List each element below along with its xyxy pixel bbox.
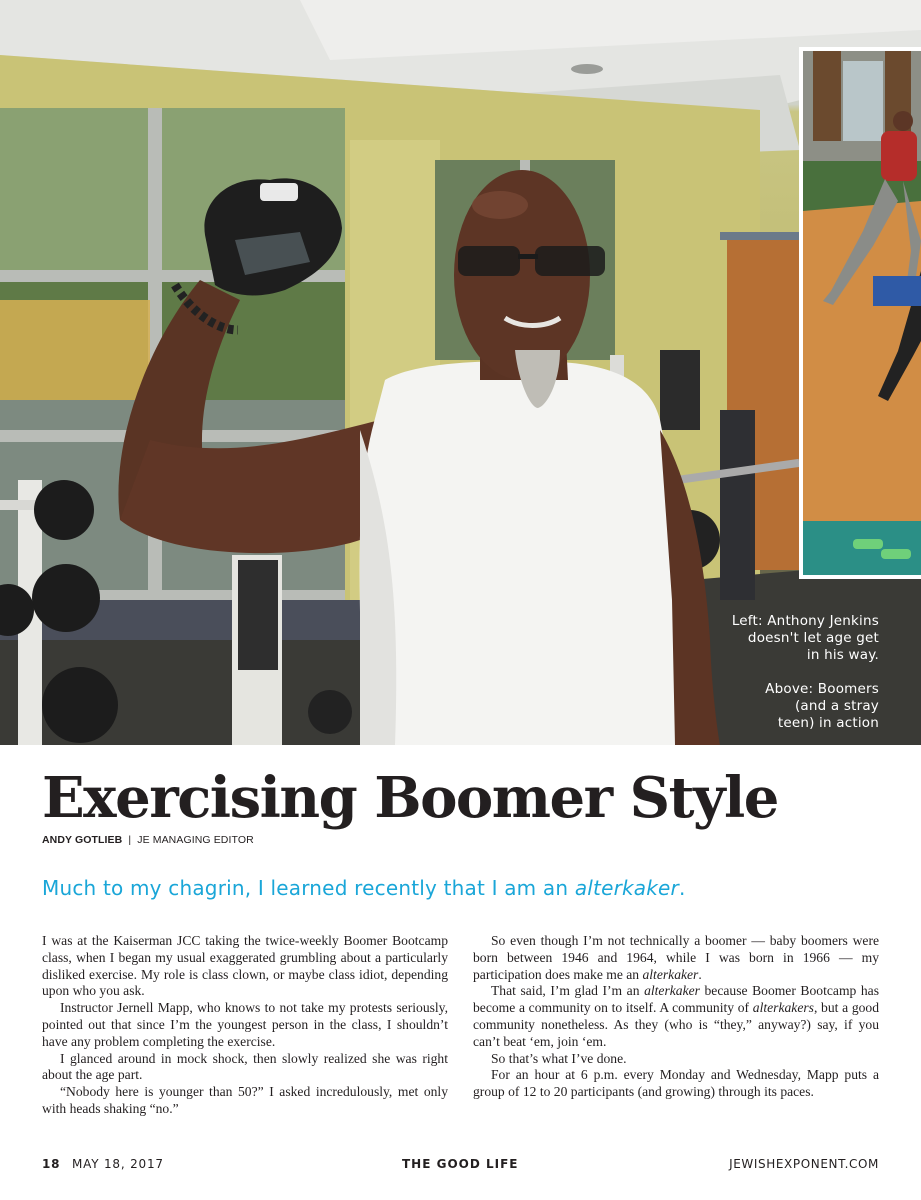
paragraph: Instructor Jernell Mapp, who knows to not take my protests seriously, pointed out that since I’m the youngest person in the class, I shouldn’t have any problem completing the exercise. — [42, 1000, 448, 1049]
article-column-left — [42, 933, 448, 1118]
text-run: That said, I’m glad I’m an — [491, 983, 645, 999]
text-run-italic: alterkaker — [644, 983, 700, 999]
byline — [42, 834, 254, 846]
paragraph — [473, 983, 879, 1050]
photo-caption-left: Left: Anthony Jenkins doesn't let age get in his way. — [731, 613, 879, 663]
page-number: 18 — [42, 1157, 61, 1171]
text-run: , but a good community nonetheless. As they (who is “they,” anyway?) say, if you can’t beat ‘em, join ‘em. — [473, 1000, 880, 1049]
deck-end: . — [678, 876, 686, 900]
paragraph: I was at the Kaiserman JCC taking the twice-weekly Boomer Bootcamp class, when I began my usual exaggerated grumbling about a particularly disliked exercise. My role is class clown, or maybe class idiot, depending upon who you ask. — [42, 933, 448, 999]
paragraph: So that’s what I’ve done. — [491, 1050, 627, 1066]
section-name: THE GOOD LIFE — [402, 1157, 519, 1171]
paragraph: For an hour at 6 p.m. every Monday and Wednesday, Mapp puts a group of 12 to 20 participants (and growing) through its paces. — [473, 1067, 879, 1100]
byline-separator: | — [128, 834, 132, 846]
photo-caption-above: Above: Boomers (and a stray teen) in action — [765, 681, 879, 731]
byline-author: ANDY GOTLIEB — [42, 834, 123, 846]
byline-title: JE MANAGING EDITOR — [137, 834, 254, 846]
text-run-italic: alterkaker — [642, 966, 699, 982]
article-deck — [42, 874, 892, 902]
paragraph — [473, 933, 879, 983]
boomers-class-illustration — [803, 51, 921, 575]
paragraph: “Nobody here is younger than 50?” I asked incredulously, met only with heads shaking “no.” — [42, 1084, 448, 1116]
deck-text: Much to my chagrin, I learned recently that I am an — [42, 876, 575, 900]
deck-italic: alterkaker — [574, 876, 679, 900]
article-headline: Exercising Boomer Style — [42, 765, 778, 831]
inset-photo — [799, 47, 921, 579]
website-link[interactable]: JEWISHEXPONENT.COM — [729, 1157, 879, 1171]
article-column-right — [473, 933, 879, 1101]
issue-date: MAY 18, 2017 — [72, 1157, 164, 1171]
text-run: . — [698, 966, 702, 982]
text-run-italic: alterkakers — [752, 1000, 814, 1016]
text-run: So even though I’m not technically a boomer — baby boomers were born between 1946 and 1964, while I was born in 1966 — my participation does make me an — [473, 933, 879, 982]
text-run: because Boomer Bootcamp has become a community on to itself. A community of — [473, 983, 879, 1016]
paragraph: I glanced around in mock shock, then slowly realized she was right about the age part. — [42, 1050, 448, 1083]
